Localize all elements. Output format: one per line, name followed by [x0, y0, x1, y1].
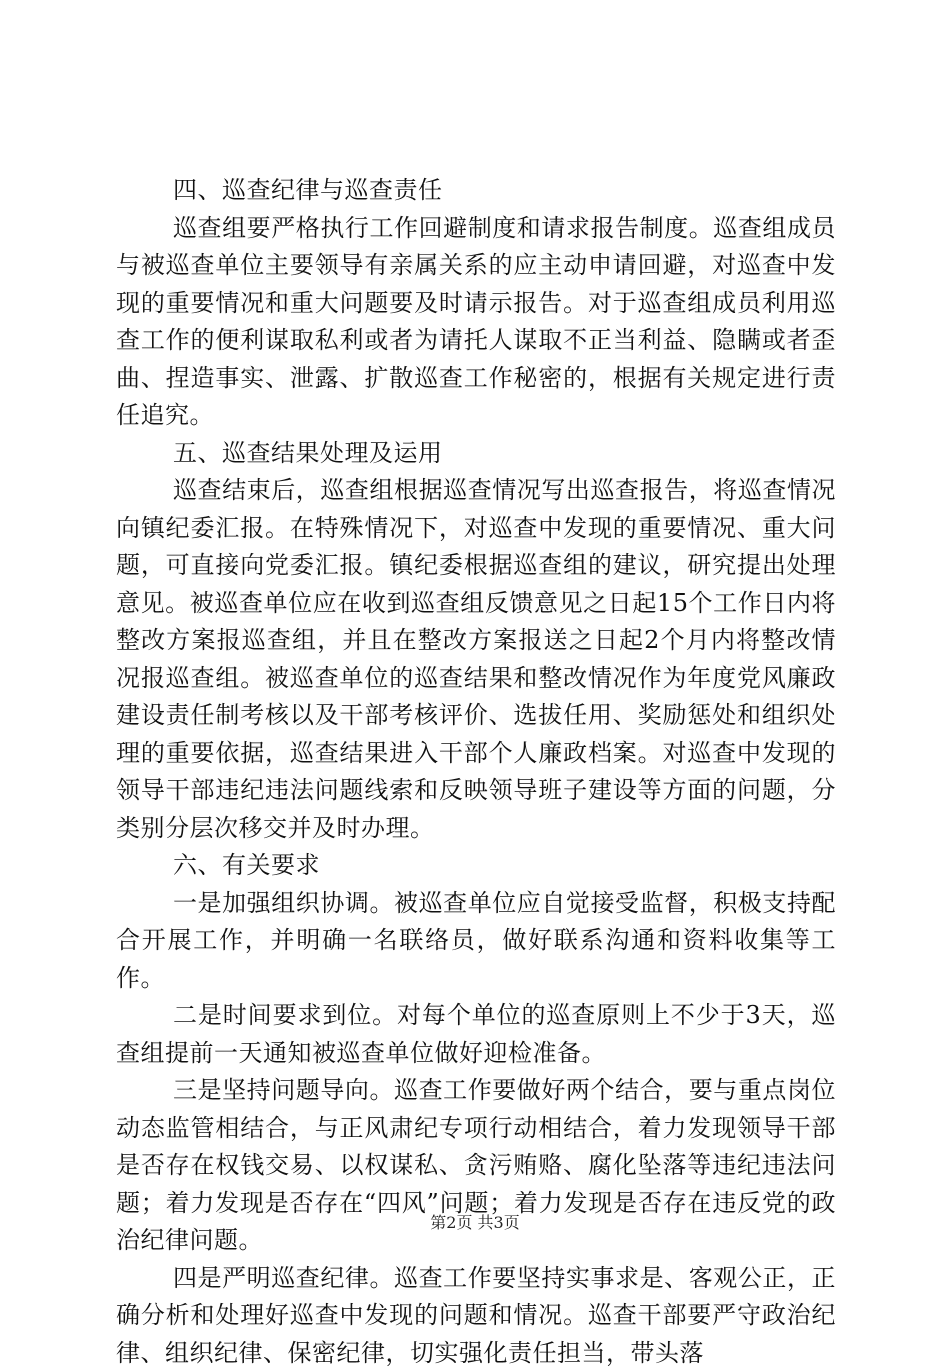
paragraph-requirement-coordination: 一是加强组织协调。被巡查单位应自觉接受监督，积极支持配合开展工作，并明确一名联络员，做好联系沟通和资料收集等工作。 — [116, 885, 836, 998]
paragraph-results-handling: 巡查结束后，巡查组根据巡查情况写出巡查报告，将巡查情况向镇纪委汇报。在特殊情况下，对巡查中发现的重要情况、重大问题，可直接向党委汇报。镇纪委根据巡查组的建议，研究提出处理意见。被巡查单位应在收到巡查组反馈意见之日起15个工作日内将整改方案报巡查组，并且在整改方案报送之日起2个月内将整改情况报巡查组。被巡查单位的巡查结果和整改情况作为年度党风廉政建设责任制考核以及干部考核评价、选拔任用、奖励惩处和组织处理的重要依据，巡查结果进入干部个人廉政档案。对巡查中发现的领导干部违纪违法问题线索和反映领导班子建设等方面的问题，分类别分层次移交并及时办理。 — [116, 472, 836, 847]
page-number-label: 第2页 共3页 — [430, 1213, 519, 1232]
page-footer — [0, 1213, 950, 1233]
section-heading-requirements: 六、有关要求 — [116, 847, 836, 885]
paragraph-requirement-discipline: 四是严明巡查纪律。巡查工作要坚持实事求是、客观公正，正确分析和处理好巡查中发现的问题和情况。巡查干部要严守政治纪律、组织纪律、保密纪律，切实强化责任担当，带头落 — [116, 1260, 836, 1372]
section-heading-discipline: 四、巡查纪律与巡查责任 — [116, 172, 836, 210]
paragraph-requirement-problem-orientation: 三是坚持问题导向。巡查工作要做好两个结合，要与重点岗位动态监管相结合，与正风肃纪专项行动相结合，着力发现领导干部是否存在权钱交易、以权谋私、贪污贿赂、腐化坠落等违纪违法问题；着力发现是否存在“四风”问题；着力发现是否存在违反党的政治纪律问题。 — [116, 1072, 836, 1260]
paragraph-requirement-timing: 二是时间要求到位。对每个单位的巡查原则上不少于3天，巡查组提前一天通知被巡查单位做好迎检准备。 — [116, 997, 836, 1072]
section-heading-results: 五、巡查结果处理及运用 — [116, 435, 836, 473]
document-body — [116, 172, 836, 1372]
paragraph-discipline-responsibility: 巡查组要严格执行工作回避制度和请求报告制度。巡查组成员与被巡查单位主要领导有亲属关系的应主动申请回避，对巡查中发现的重要情况和重大问题要及时请示报告。对于巡查组成员利用巡查工作的便利谋取私利或者为请托人谋取不正当利益、隐瞒或者歪曲、捏造事实、泄露、扩散巡查工作秘密的，根据有关规定进行责任追究。 — [116, 210, 836, 435]
